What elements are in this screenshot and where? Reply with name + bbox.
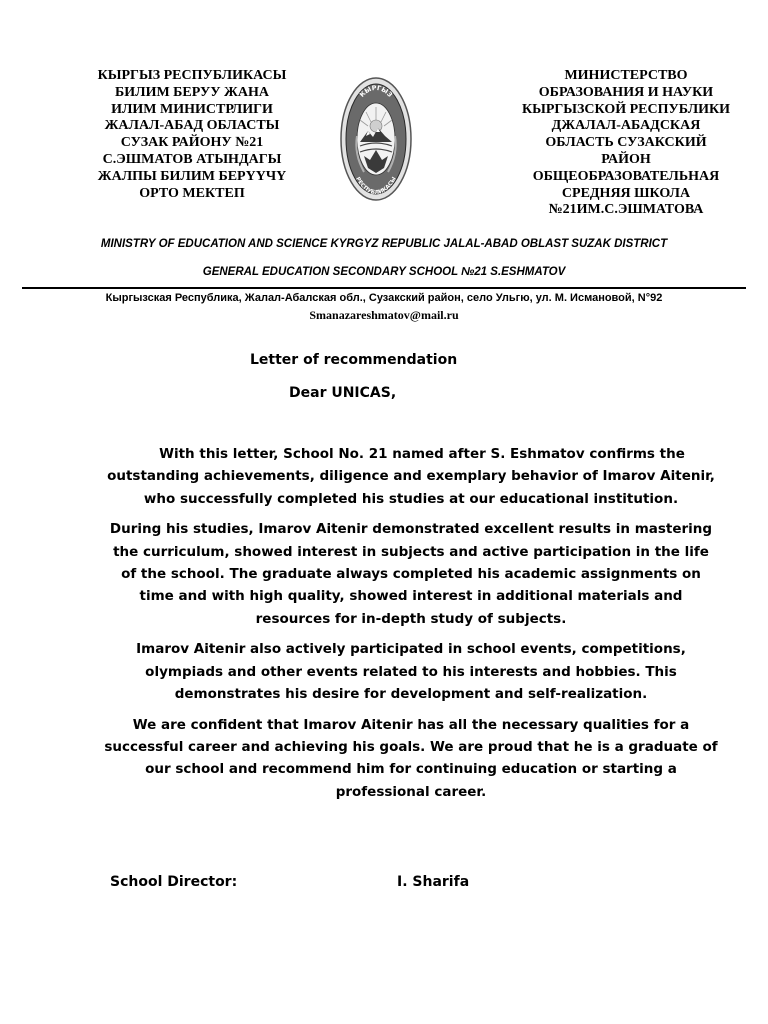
signature-label: School Director: bbox=[110, 874, 238, 890]
school-email: Smanazareshmatov@mail.ru bbox=[309, 308, 459, 322]
signature-name: I. Sharifa bbox=[397, 874, 470, 890]
header-right-line: СРЕДНЯЯ ШКОЛА bbox=[561, 185, 691, 201]
header-right-line: ДЖАЛАЛ-АБАДСКАЯ bbox=[551, 118, 701, 134]
header-right-line: КЫРГЫЗСКОЙ РЕСПУБЛИКИ bbox=[521, 101, 731, 117]
letter-body bbox=[104, 443, 718, 811]
header-divider bbox=[22, 287, 746, 289]
header-right-line: ОБЛАСТЬ СУЗАКСКИЙ bbox=[545, 135, 707, 151]
body-paragraph: We are confident that Imarov Aitenir has all the necessary qualities for a successful career and achieving his goals. We are proud that he is a graduate of our school and recommend him for continuing education or starting a professional career. bbox=[104, 716, 718, 800]
header-left-kyrgyz bbox=[70, 68, 314, 202]
english-header-line-1: MINISTRY OF EDUCATION AND SCIENCE KYRGYZ REPUBLIC JALAL-ABAD OBLAST SUZAK DISTRICT bbox=[100, 238, 668, 250]
header-left-line: ЖАЛПЫ БИЛИМ БЕРҮҮЧҮ bbox=[97, 168, 287, 184]
header-right-russian bbox=[500, 68, 752, 219]
school-address: Кыргызская Республика, Жалал-Абалская обл., Сузакский район, село Ульгю, ул. М. Исмановой, N°92 bbox=[105, 292, 663, 304]
header-right-line: ОБЩЕОБРАЗОВАТЕЛЬНАЯ bbox=[532, 168, 720, 184]
english-header-line-2: GENERAL EDUCATION SECONDARY SCHOOL №21 S.ESHMATOV bbox=[202, 266, 566, 278]
header-right-line: МИНИСТЕРСТВО bbox=[564, 68, 688, 83]
emblem-text-bottom: РЕСПУБЛИКАСЫ bbox=[354, 176, 398, 197]
header-right-line: №21ИМ.С.ЭШМАТОВА bbox=[548, 202, 704, 218]
header-left-line: БИЛИМ БЕРУУ ЖАНА bbox=[115, 84, 269, 100]
header-left-line: ОРТО МЕКТЕП bbox=[139, 185, 245, 201]
header-right-line: РАЙОН bbox=[601, 151, 651, 167]
letter-salutation: Dear UNICAS, bbox=[289, 385, 397, 401]
emblem-text-top: КЫРГЫЗ bbox=[357, 83, 395, 99]
kyrgyz-state-emblem-icon bbox=[340, 76, 412, 202]
header-left-line: СУЗАК РАЙОНУ №21 bbox=[120, 135, 264, 151]
letter-title: Letter of recommendation bbox=[250, 352, 458, 368]
header-left-line: С.ЭШМАТОВ АТЫНДАГЫ bbox=[102, 151, 282, 167]
body-paragraph: During his studies, Imarov Aitenir demonstrated excellent results in mastering the curriculum, showed interest in subjects and active participation in the life of the school. The graduate always completed his academic assignments on time and with high quality, showed interest in additional materials and resources for in-depth study of subjects. bbox=[109, 521, 713, 627]
body-paragraph: With this letter, School No. 21 named after S. Eshmatov confirms the outstanding achievements, diligence and exemplary behavior of Imarov Aitenir, who successfully completed his studies at our educational institution. bbox=[107, 446, 715, 507]
header-left-line: КЫРГЫЗ РЕСПУБЛИКАСЫ bbox=[97, 68, 287, 83]
header-right-line: ОБРАЗОВАНИЯ И НАУКИ bbox=[538, 84, 714, 100]
header-left-line: ИЛИМ МИНИСТРЛИГИ bbox=[111, 101, 273, 117]
header-left-line: ЖАЛАЛ-АБАД ОБЛАСТЫ bbox=[104, 118, 280, 134]
body-paragraph: Imarov Aitenir also actively participated in school events, competitions, olympiads and other events related to his interests and hobbies. This demonstrates his desire for development and self-realization. bbox=[136, 641, 686, 702]
